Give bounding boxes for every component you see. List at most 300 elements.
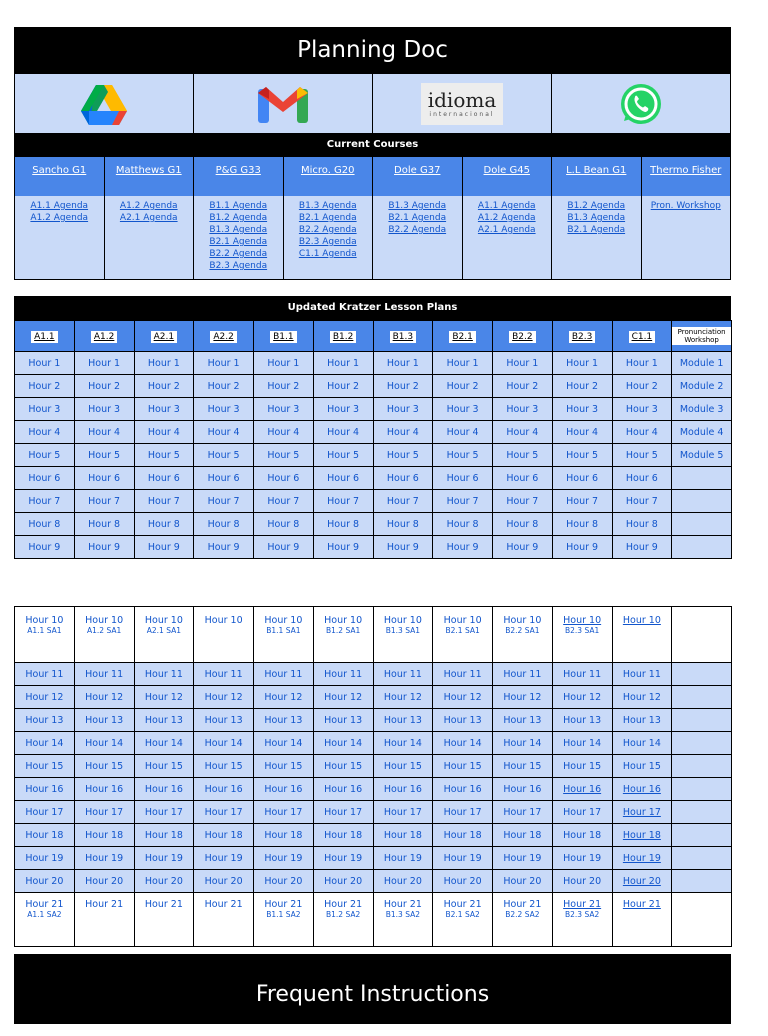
hour-cell[interactable]: Hour 15: [552, 755, 612, 778]
agenda-link[interactable]: B2.1 Agenda: [298, 213, 357, 223]
hour-cell[interactable]: Hour 16: [74, 778, 134, 801]
course-link[interactable]: Dole G37: [394, 165, 441, 176]
module-cell[interactable]: Module 4: [672, 421, 732, 444]
hour-cell[interactable]: Hour 18: [493, 824, 553, 847]
hour-cell[interactable]: Hour 16: [373, 778, 433, 801]
hour-cell[interactable]: Hour 18: [194, 824, 254, 847]
hour-cell[interactable]: Hour 13: [134, 709, 194, 732]
hour-label: Hour 21: [204, 899, 243, 910]
hour-cell[interactable]: Hour 8: [313, 513, 373, 536]
hour-cell[interactable]: Hour 7: [254, 490, 314, 513]
hour-cell[interactable]: Hour 14: [552, 732, 612, 755]
pronunciation-link[interactable]: Pronunciation Workshop: [672, 327, 731, 345]
hour-cell[interactable]: Hour 18: [254, 824, 314, 847]
hour-cell[interactable]: Hour 15: [194, 755, 254, 778]
table-row: [15, 663, 732, 686]
hour-cell[interactable]: [552, 893, 612, 947]
hour-cell[interactable]: Hour 5: [552, 444, 612, 467]
hour-cell[interactable]: Hour 17: [194, 801, 254, 824]
level-link[interactable]: C1.1: [629, 331, 656, 343]
hour-cell[interactable]: Hour 8: [552, 513, 612, 536]
hour-cell[interactable]: Hour 11: [433, 663, 493, 686]
module-cell[interactable]: Module 1: [672, 352, 732, 375]
level-link[interactable]: B1.1: [270, 331, 297, 343]
level-link[interactable]: B2.2: [509, 331, 536, 343]
hour-cell[interactable]: Hour 7: [493, 490, 553, 513]
hour-cell[interactable]: Hour 3: [433, 398, 493, 421]
hour-cell[interactable]: Hour 19: [254, 847, 314, 870]
hour-cell[interactable]: Hour 15: [612, 755, 672, 778]
hour-cell[interactable]: [493, 607, 553, 663]
hour-cell[interactable]: [74, 607, 134, 663]
hour-cell[interactable]: Hour 12: [612, 686, 672, 709]
hour-cell[interactable]: Hour 18: [313, 824, 373, 847]
hour-cell[interactable]: Hour 2: [134, 375, 194, 398]
hour-cell[interactable]: Hour 4: [433, 421, 493, 444]
hour-cell[interactable]: Hour 2: [74, 375, 134, 398]
hour-cell[interactable]: Hour 4: [552, 421, 612, 444]
hour-cell[interactable]: [134, 607, 194, 663]
hour-cell[interactable]: Hour 17: [15, 801, 75, 824]
hour-cell[interactable]: Hour 19: [612, 847, 672, 870]
agenda-link[interactable]: A2.1 Agenda: [119, 213, 178, 223]
agenda-link[interactable]: Pron. Workshop: [650, 201, 721, 211]
course-link[interactable]: Micro. G20: [300, 165, 355, 176]
whatsapp-link[interactable]: [552, 74, 730, 133]
hour-cell[interactable]: Hour 4: [612, 421, 672, 444]
hour-cell[interactable]: Hour 2: [612, 375, 672, 398]
hour-cell[interactable]: Hour 14: [373, 732, 433, 755]
hour-cell[interactable]: Hour 7: [74, 490, 134, 513]
course-link[interactable]: L.L Bean G1: [566, 165, 627, 176]
agenda-link[interactable]: B2.2 Agenda: [209, 249, 268, 259]
gmail-link[interactable]: [194, 74, 373, 133]
hour-cell[interactable]: Hour 15: [134, 755, 194, 778]
hour-cell[interactable]: Hour 1: [373, 352, 433, 375]
hour-cell[interactable]: Hour 4: [194, 421, 254, 444]
hour-cell[interactable]: Hour 17: [552, 801, 612, 824]
agenda-link[interactable]: B1.2 Agenda: [209, 213, 268, 223]
hour-cell[interactable]: Hour 11: [74, 663, 134, 686]
hour-cell[interactable]: Hour 8: [134, 513, 194, 536]
hour-cell[interactable]: [612, 893, 672, 947]
hour-cell[interactable]: Hour 18: [552, 824, 612, 847]
hour-label: Hour 21: [85, 899, 124, 910]
hour-cell[interactable]: Hour 15: [15, 755, 75, 778]
hour-cell[interactable]: Hour 16: [254, 778, 314, 801]
hour-cell[interactable]: Hour 13: [194, 709, 254, 732]
hour-cell[interactable]: Hour 14: [313, 732, 373, 755]
agenda-link[interactable]: A1.1 Agenda: [477, 201, 536, 211]
hour-cell[interactable]: Hour 17: [313, 801, 373, 824]
hour-cell[interactable]: Hour 18: [433, 824, 493, 847]
hour-cell[interactable]: Hour 3: [15, 398, 75, 421]
course-link[interactable]: Thermo Fisher: [650, 165, 722, 176]
hour-cell[interactable]: Hour 12: [15, 686, 75, 709]
hour-cell[interactable]: Hour 16: [493, 778, 553, 801]
hour-cell[interactable]: Hour 11: [493, 663, 553, 686]
hour-cell[interactable]: [313, 893, 373, 947]
hour-cell[interactable]: Hour 13: [493, 709, 553, 732]
hour-cell[interactable]: Hour 15: [373, 755, 433, 778]
hour-cell[interactable]: [134, 893, 194, 947]
level-link[interactable]: A2.1: [151, 331, 177, 343]
hour-cell[interactable]: Hour 9: [254, 536, 314, 559]
hour-cell[interactable]: Hour 18: [612, 824, 672, 847]
hour-cell[interactable]: Hour 9: [552, 536, 612, 559]
hour-cell[interactable]: Hour 14: [15, 732, 75, 755]
hour-cell[interactable]: Hour 7: [15, 490, 75, 513]
hour-cell[interactable]: Hour 13: [254, 709, 314, 732]
agenda-link[interactable]: A1.2 Agenda: [477, 213, 536, 223]
hour-cell[interactable]: Hour 7: [612, 490, 672, 513]
agenda-link[interactable]: B2.1 Agenda: [388, 213, 447, 223]
hour-cell[interactable]: Hour 9: [313, 536, 373, 559]
hour-label: Hour 10: [25, 615, 64, 626]
hour-cell[interactable]: Hour 7: [194, 490, 254, 513]
hour-cell[interactable]: Hour 9: [612, 536, 672, 559]
hour-cell[interactable]: Hour 1: [15, 352, 75, 375]
hour-cell[interactable]: Hour 20: [194, 870, 254, 893]
agenda-link[interactable]: A1.2 Agenda: [30, 213, 89, 223]
hour-cell[interactable]: Hour 11: [552, 663, 612, 686]
hour-cell[interactable]: Hour 5: [194, 444, 254, 467]
hour-cell[interactable]: Hour 14: [134, 732, 194, 755]
hour-cell[interactable]: Hour 19: [373, 847, 433, 870]
agenda-link[interactable]: A1.1 Agenda: [30, 201, 89, 211]
hour-cell[interactable]: Hour 12: [254, 686, 314, 709]
hour-cell[interactable]: Hour 5: [373, 444, 433, 467]
hour-cell[interactable]: Hour 3: [493, 398, 553, 421]
hour-cell[interactable]: Hour 19: [134, 847, 194, 870]
hour-cell[interactable]: Hour 19: [74, 847, 134, 870]
hour-cell[interactable]: Hour 11: [612, 663, 672, 686]
hour-cell[interactable]: Hour 15: [313, 755, 373, 778]
hour-cell[interactable]: Hour 6: [15, 467, 75, 490]
hour-cell[interactable]: Hour 6: [74, 467, 134, 490]
hour-cell[interactable]: Hour 3: [373, 398, 433, 421]
hour-cell[interactable]: Hour 19: [15, 847, 75, 870]
table-row: [15, 444, 732, 467]
hour-cell[interactable]: Hour 16: [313, 778, 373, 801]
hour-cell[interactable]: Hour 14: [493, 732, 553, 755]
hour-cell[interactable]: [254, 893, 314, 947]
hour-cell[interactable]: [15, 607, 75, 663]
hour-cell[interactable]: Hour 8: [433, 513, 493, 536]
hour-cell[interactable]: Hour 16: [134, 778, 194, 801]
agenda-link[interactable]: B2.3 Agenda: [298, 237, 357, 247]
hour-cell[interactable]: Hour 20: [493, 870, 553, 893]
hour-cell[interactable]: Hour 20: [134, 870, 194, 893]
hour-cell[interactable]: Hour 5: [493, 444, 553, 467]
hour-cell[interactable]: Hour 6: [433, 467, 493, 490]
hour-cell[interactable]: [373, 607, 433, 663]
hour-cell[interactable]: Hour 4: [74, 421, 134, 444]
hour-cell[interactable]: Hour 7: [373, 490, 433, 513]
hour-cell[interactable]: Hour 14: [254, 732, 314, 755]
hour-cell[interactable]: [552, 607, 612, 663]
hour-cell[interactable]: Hour 5: [15, 444, 75, 467]
hour-cell[interactable]: Hour 16: [433, 778, 493, 801]
agenda-link[interactable]: B1.3 Agenda: [567, 213, 626, 223]
hour-cell[interactable]: Hour 19: [493, 847, 553, 870]
hour-cell[interactable]: Hour 12: [134, 686, 194, 709]
level-link[interactable]: A1.2: [91, 331, 117, 343]
table-row: [15, 824, 732, 847]
hour-cell[interactable]: Hour 2: [433, 375, 493, 398]
course-link[interactable]: Dole G45: [483, 165, 530, 176]
hour-cell[interactable]: Hour 17: [493, 801, 553, 824]
hour-cell[interactable]: Hour 8: [493, 513, 553, 536]
hour-cell[interactable]: Hour 18: [74, 824, 134, 847]
level-link[interactable]: B1.2: [330, 331, 357, 343]
agenda-link[interactable]: B2.1 Agenda: [567, 225, 626, 235]
hour-cell[interactable]: Hour 4: [373, 421, 433, 444]
agenda-link[interactable]: A1.2 Agenda: [119, 201, 178, 211]
hour-cell[interactable]: Hour 2: [552, 375, 612, 398]
hour-cell[interactable]: Hour 3: [612, 398, 672, 421]
hour-cell[interactable]: Hour 4: [15, 421, 75, 444]
hour-cell[interactable]: Hour 12: [493, 686, 553, 709]
hour-cell[interactable]: Hour 9: [15, 536, 75, 559]
hour-cell[interactable]: Hour 16: [194, 778, 254, 801]
hour-cell[interactable]: Hour 11: [134, 663, 194, 686]
hour-cell[interactable]: Hour 9: [194, 536, 254, 559]
hour-cell[interactable]: Hour 17: [433, 801, 493, 824]
hour-cell[interactable]: Hour 13: [15, 709, 75, 732]
hour-cell[interactable]: Hour 7: [552, 490, 612, 513]
agenda-link[interactable]: B1.3 Agenda: [209, 225, 268, 235]
hour-cell[interactable]: Hour 13: [313, 709, 373, 732]
hour-cell[interactable]: Hour 4: [254, 421, 314, 444]
hour-cell[interactable]: Hour 3: [194, 398, 254, 421]
hour-cell[interactable]: [254, 607, 314, 663]
hour-cell[interactable]: Hour 8: [194, 513, 254, 536]
hour-cell[interactable]: Hour 1: [433, 352, 493, 375]
empty-cell: [672, 847, 732, 870]
hour-cell[interactable]: Hour 15: [433, 755, 493, 778]
hour-cell[interactable]: Hour 3: [254, 398, 314, 421]
hour-cell[interactable]: Hour 1: [194, 352, 254, 375]
hour-cell[interactable]: Hour 6: [254, 467, 314, 490]
hour-cell[interactable]: Hour 13: [552, 709, 612, 732]
hour-cell[interactable]: Hour 5: [433, 444, 493, 467]
hour-cell[interactable]: Hour 4: [493, 421, 553, 444]
hour-cell[interactable]: Hour 17: [254, 801, 314, 824]
course-link[interactable]: P&G G33: [215, 165, 261, 176]
hour-cell[interactable]: Hour 15: [254, 755, 314, 778]
hour-cell[interactable]: Hour 14: [194, 732, 254, 755]
hour-cell[interactable]: Hour 1: [313, 352, 373, 375]
agenda-link[interactable]: B2.3 Agenda: [209, 261, 268, 271]
hour-cell[interactable]: Hour 12: [552, 686, 612, 709]
hour-cell[interactable]: Hour 5: [313, 444, 373, 467]
hour-cell[interactable]: Hour 18: [15, 824, 75, 847]
hour-cell[interactable]: Hour 11: [313, 663, 373, 686]
table-row: [15, 536, 732, 559]
idioma-link[interactable]: [373, 74, 552, 133]
empty-cell: [672, 893, 732, 947]
lesson-plans-table: [14, 320, 732, 559]
hour-cell[interactable]: Hour 2: [194, 375, 254, 398]
hour-cell[interactable]: Hour 3: [74, 398, 134, 421]
agenda-link[interactable]: C1.1 Agenda: [298, 249, 357, 259]
hour-cell[interactable]: [493, 893, 553, 947]
hour-cell[interactable]: Hour 20: [373, 870, 433, 893]
module-cell[interactable]: Module 3: [672, 398, 732, 421]
hour-cell[interactable]: Hour 20: [552, 870, 612, 893]
hour-cell[interactable]: Hour 1: [612, 352, 672, 375]
hour-cell[interactable]: Hour 17: [373, 801, 433, 824]
hour-cell[interactable]: Hour 2: [313, 375, 373, 398]
hour-cell[interactable]: Hour 20: [15, 870, 75, 893]
hour-cell[interactable]: Hour 2: [15, 375, 75, 398]
hour-label: Hour 21: [144, 899, 183, 910]
hour-cell[interactable]: [74, 893, 134, 947]
hour-cell[interactable]: Hour 12: [313, 686, 373, 709]
hour-cell[interactable]: Hour 11: [194, 663, 254, 686]
hour-cell[interactable]: Hour 9: [134, 536, 194, 559]
empty-cell: [672, 824, 732, 847]
level-link[interactable]: B1.3: [390, 331, 417, 343]
hour-cell[interactable]: Hour 12: [433, 686, 493, 709]
hour-cell[interactable]: Hour 1: [74, 352, 134, 375]
hour-cell[interactable]: Hour 7: [134, 490, 194, 513]
hour-cell[interactable]: Hour 6: [373, 467, 433, 490]
hour-cell[interactable]: [313, 607, 373, 663]
course-link[interactable]: Matthews G1: [115, 165, 182, 176]
hour-cell[interactable]: Hour 20: [74, 870, 134, 893]
agenda-link[interactable]: B2.2 Agenda: [388, 225, 447, 235]
empty-cell: [672, 686, 732, 709]
hour-cell[interactable]: Hour 1: [254, 352, 314, 375]
hour-cell[interactable]: [433, 607, 493, 663]
hour-cell[interactable]: Hour 9: [373, 536, 433, 559]
hour-cell[interactable]: Hour 13: [74, 709, 134, 732]
hour-cell[interactable]: Hour 18: [373, 824, 433, 847]
hour-cell[interactable]: Hour 19: [552, 847, 612, 870]
hour-cell[interactable]: Hour 13: [373, 709, 433, 732]
hour-cell[interactable]: [194, 893, 254, 947]
hour-cell[interactable]: Hour 17: [134, 801, 194, 824]
agenda-link[interactable]: B1.3 Agenda: [388, 201, 447, 211]
hour-cell[interactable]: Hour 2: [254, 375, 314, 398]
hour-cell[interactable]: Hour 17: [612, 801, 672, 824]
hour-cell[interactable]: Hour 3: [134, 398, 194, 421]
agenda-link[interactable]: B2.2 Agenda: [298, 225, 357, 235]
hour-cell[interactable]: Hour 14: [74, 732, 134, 755]
hour-cell[interactable]: [433, 893, 493, 947]
hour-cell[interactable]: Hour 5: [74, 444, 134, 467]
hour-cell[interactable]: Hour 9: [493, 536, 553, 559]
hour-cell[interactable]: Hour 1: [134, 352, 194, 375]
hour-cell[interactable]: Hour 8: [373, 513, 433, 536]
hour-cell[interactable]: [194, 607, 254, 663]
hour-cell[interactable]: Hour 8: [612, 513, 672, 536]
hour-cell[interactable]: Hour 19: [194, 847, 254, 870]
hour-cell[interactable]: Hour 11: [15, 663, 75, 686]
agenda-cell: [284, 196, 374, 279]
hour-cell[interactable]: Hour 16: [15, 778, 75, 801]
module-cell[interactable]: Module 5: [672, 444, 732, 467]
hour-cell[interactable]: Hour 12: [194, 686, 254, 709]
hour-cell[interactable]: Hour 8: [254, 513, 314, 536]
hour-cell[interactable]: Hour 7: [433, 490, 493, 513]
module-cell[interactable]: Module 2: [672, 375, 732, 398]
hour-cell[interactable]: Hour 16: [552, 778, 612, 801]
hour-cell[interactable]: Hour 12: [74, 686, 134, 709]
hour-cell[interactable]: Hour 5: [254, 444, 314, 467]
hour-cell[interactable]: Hour 17: [74, 801, 134, 824]
hour-cell[interactable]: Hour 9: [433, 536, 493, 559]
hour-cell[interactable]: Hour 20: [254, 870, 314, 893]
hour-cell[interactable]: Hour 2: [373, 375, 433, 398]
hour-cell[interactable]: Hour 18: [134, 824, 194, 847]
hour-cell[interactable]: Hour 5: [134, 444, 194, 467]
hour-cell[interactable]: Hour 16: [612, 778, 672, 801]
hour-cell[interactable]: Hour 1: [552, 352, 612, 375]
hour-cell[interactable]: Hour 4: [313, 421, 373, 444]
hour-cell[interactable]: Hour 19: [433, 847, 493, 870]
hour-cell[interactable]: Hour 3: [552, 398, 612, 421]
agenda-link[interactable]: A2.1 Agenda: [477, 225, 536, 235]
hour-cell[interactable]: Hour 1: [493, 352, 553, 375]
hour-cell[interactable]: Hour 20: [433, 870, 493, 893]
agenda-link[interactable]: B1.3 Agenda: [298, 201, 357, 211]
level-link[interactable]: B2.1: [449, 331, 476, 343]
agenda-link[interactable]: B1.1 Agenda: [209, 201, 268, 211]
hour-cell[interactable]: Hour 15: [74, 755, 134, 778]
hour-cell[interactable]: Hour 6: [194, 467, 254, 490]
hour-cell[interactable]: Hour 13: [433, 709, 493, 732]
hour-cell[interactable]: Hour 6: [313, 467, 373, 490]
hour-cell[interactable]: Hour 6: [612, 467, 672, 490]
agenda-link[interactable]: B2.1 Agenda: [209, 237, 268, 247]
hour-cell[interactable]: Hour 3: [313, 398, 373, 421]
level-link[interactable]: B2.3: [569, 331, 596, 343]
hour-cell[interactable]: Hour 20: [313, 870, 373, 893]
hour-cell[interactable]: Hour 8: [74, 513, 134, 536]
hour-cell[interactable]: [612, 607, 672, 663]
course-link[interactable]: Sancho G1: [32, 165, 87, 176]
level-link[interactable]: A2.2: [210, 331, 236, 343]
gmail-icon: [258, 85, 308, 123]
hour-cell[interactable]: Hour 13: [612, 709, 672, 732]
hour-cell[interactable]: Hour 4: [134, 421, 194, 444]
hour-cell[interactable]: Hour 9: [74, 536, 134, 559]
hour-cell[interactable]: [373, 893, 433, 947]
hour-cell[interactable]: Hour 12: [373, 686, 433, 709]
hour-cell[interactable]: Hour 6: [134, 467, 194, 490]
hour-cell[interactable]: Hour 8: [15, 513, 75, 536]
hour-cell[interactable]: Hour 11: [373, 663, 433, 686]
hour-cell[interactable]: Hour 6: [493, 467, 553, 490]
hour-cell[interactable]: Hour 11: [254, 663, 314, 686]
hour-cell[interactable]: Hour 7: [313, 490, 373, 513]
hour-cell[interactable]: Hour 2: [493, 375, 553, 398]
hour-cell[interactable]: Hour 14: [433, 732, 493, 755]
hour-cell[interactable]: Hour 19: [313, 847, 373, 870]
hour-cell[interactable]: Hour 15: [493, 755, 553, 778]
hour-cell[interactable]: Hour 14: [612, 732, 672, 755]
agenda-link[interactable]: B1.2 Agenda: [567, 201, 626, 211]
hour-cell[interactable]: [15, 893, 75, 947]
hour-cell[interactable]: Hour 20: [612, 870, 672, 893]
hour-cell[interactable]: Hour 5: [612, 444, 672, 467]
google-drive-link[interactable]: [15, 74, 194, 133]
hour-cell[interactable]: Hour 6: [552, 467, 612, 490]
level-link[interactable]: A1.1: [31, 331, 57, 343]
